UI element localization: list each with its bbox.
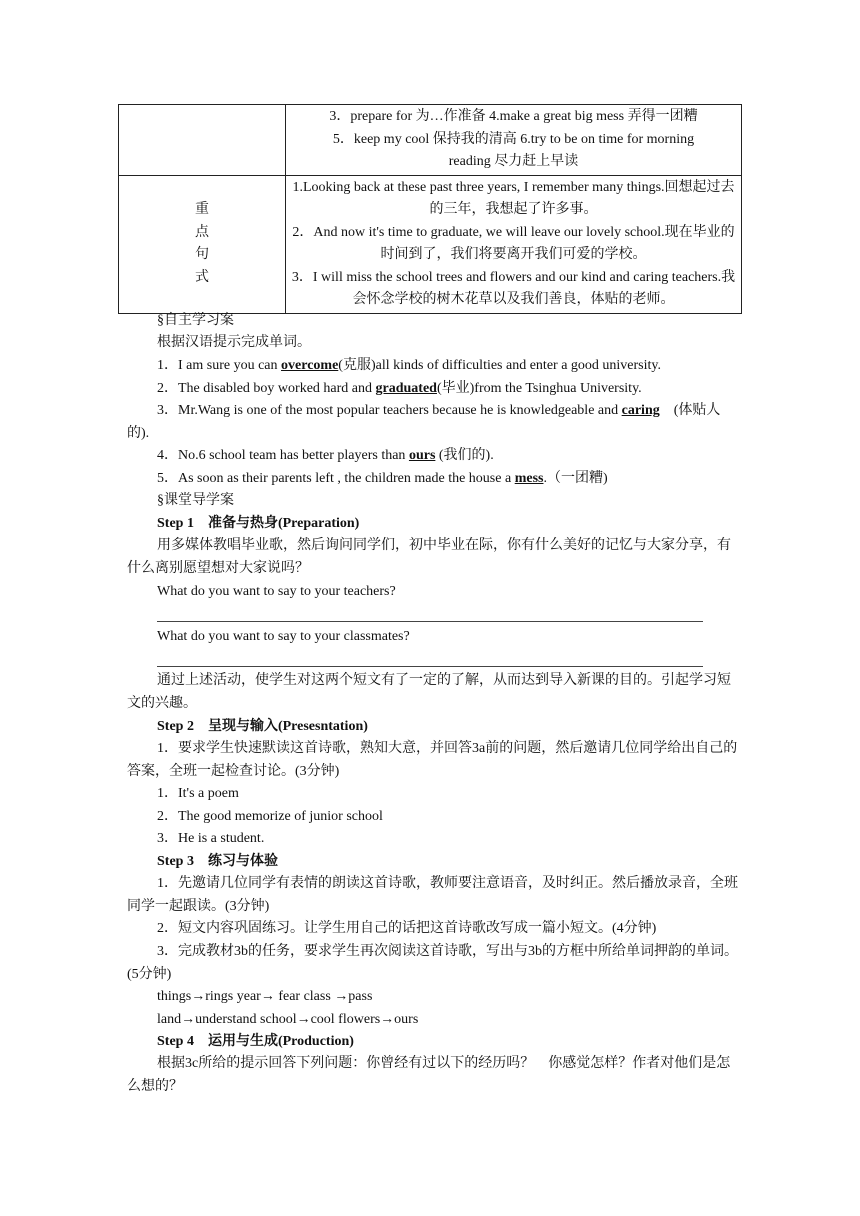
paragraph: 1．先邀请几位同学有表情的朗读这首诗歌，教师要注意语音，及时纠正。然后播放录音，全班同学一起跟读。(3分钟) — [127, 876, 738, 914]
answer-line — [157, 621, 703, 622]
answer: ours — [408, 448, 436, 463]
step-title: Step 2 呈现与输入(Presesntation) — [157, 719, 368, 734]
paragraph: 用多媒体教唱毕业歌，然后询问同学们，初中毕业在际，你有什么美好的记忆与大家分享，有什么离别愿望想对大家说吗？ — [127, 538, 731, 576]
exercise-item: 4．No.6 school team has better players than ours (我们的). — [157, 448, 494, 463]
step-title: Step 3 练习与体验 — [157, 854, 278, 869]
exercise-item: 5．As soon as their parents left , the children made the house a mess.（一团糟) — [157, 471, 608, 486]
section-heading: §课堂导学案 — [157, 493, 234, 508]
answer: mess — [514, 471, 544, 486]
paragraph: 通过上述活动，使学生对这两个短文有了一定的了解，从而达到导入新课的目的。引起学习短文的兴趣。 — [127, 673, 731, 711]
question: What do you want to say to your classmates? — [157, 629, 410, 644]
paragraph: 3．完成教材3b的任务，要求学生再次阅读这首诗歌，写出与3b的方框中所给单词押韵的单词。(5分钟) — [127, 944, 738, 982]
table-cell-empty — [119, 105, 286, 176]
sentence: 2．And now it's time to graduate, we will leave our lovely school.现在毕业的时间到了，我们将要离开我们可爱的学校。 — [292, 224, 735, 262]
key-sentences-label: 重 点 句 式 — [119, 175, 286, 313]
sentence: 1.Looking back at these past three years, I remember many things.回想起过去的三年，我想起了许多事。 — [292, 179, 735, 217]
rhyme-line: things→rings year→ fear class →pass — [157, 989, 373, 1004]
section-heading: §自主学习案 — [157, 313, 234, 328]
phrase-line: 5．keep my cool 保持我的清高 6.try to be on time for morning — [332, 131, 695, 147]
answer-item: 2．The good memorize of junior school — [157, 809, 383, 824]
paragraph: 2．短文内容巩固练习。让学生用自己的话把这首诗歌改写成一篇小短文。(4分钟) — [157, 921, 657, 936]
sentence: 3．I will miss the school trees and flowers and our kind and caring teachers.我会怀念学校的树木花草以及我们善良，体贴的老师。 — [291, 269, 736, 307]
phrase-line: 3．prepare for 为…作准备 4.make a great big mess 弄得一团糟 — [329, 109, 698, 124]
answer-item: 3．He is a student. — [157, 831, 265, 846]
exercise-item: 3．Mr.Wang is one of the most popular teachers because he is knowledgeable and caring (体贴人的). — [127, 403, 721, 441]
phrases-cell — [286, 105, 742, 176]
exercise-item: 2．The disabled boy worked hard and graduated(毕业)from the Tsinghua University. — [157, 381, 642, 396]
phrase-line: reading 尽力赶上早读 — [448, 154, 579, 169]
question: What do you want to say to your teachers? — [157, 584, 396, 599]
table-row — [119, 175, 742, 313]
answer-item: 1．It's a poem — [157, 786, 239, 801]
answer: caring — [621, 403, 660, 418]
instruction: 根据汉语提示完成单词。 — [157, 335, 311, 350]
rhyme-line: land→understand school→cool flowers→ours — [157, 1012, 419, 1027]
table-row — [119, 105, 742, 176]
paragraph: 根据3c所给的提示回答下列问题：你曾经有过以下的经历吗？ 你感觉怎样？作者对他们是怎么想的？ — [127, 1056, 731, 1094]
key-sentences-cell — [286, 175, 742, 313]
answer: graduated — [375, 381, 437, 396]
step-title: Step 4 运用与生成(Production) — [157, 1034, 354, 1049]
paragraph: 1．要求学生快速默读这首诗歌，熟知大意，并回答3a前的问题，然后邀请几位同学给出自己的答案，全班一起检查讨论。(3分钟) — [127, 741, 738, 779]
vocab-table — [118, 104, 742, 314]
answer-line — [157, 666, 703, 667]
answer: overcome — [281, 358, 339, 373]
step-title: Step 1 准备与热身(Preparation) — [157, 516, 360, 531]
exercise-item: 1．I am sure you can overcome(克服)all kinds of difficulties and enter a good university. — [157, 358, 662, 373]
